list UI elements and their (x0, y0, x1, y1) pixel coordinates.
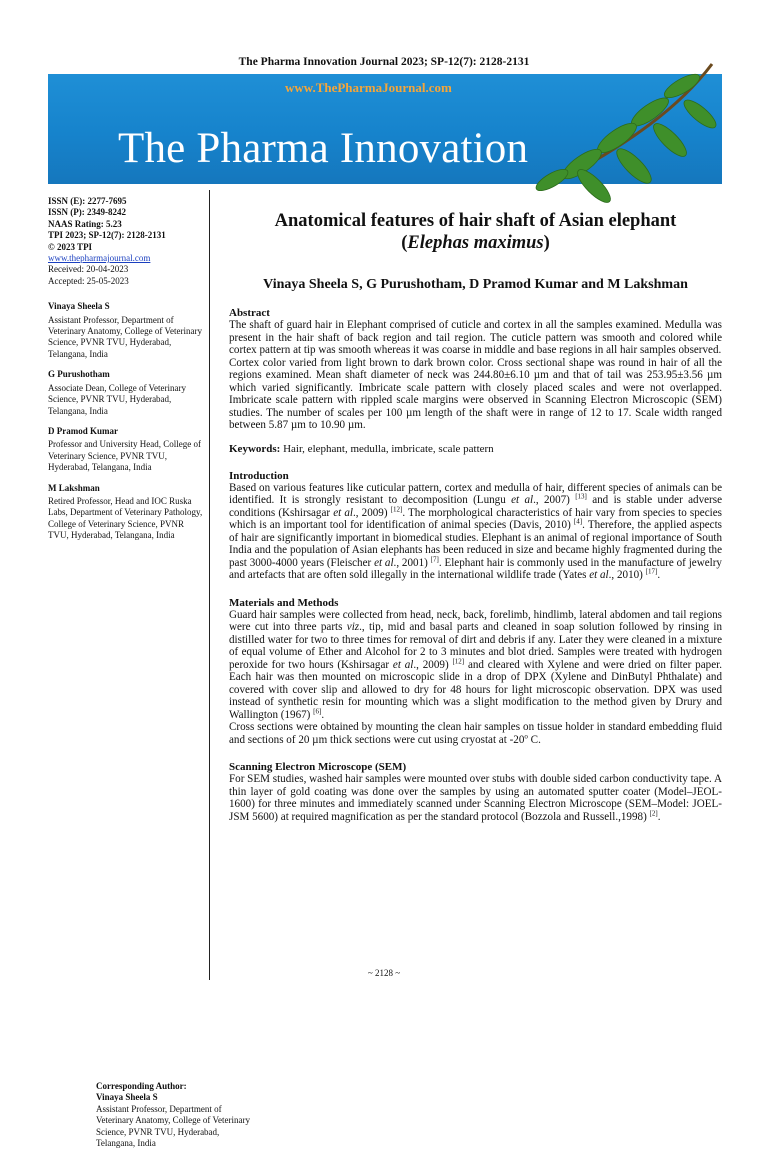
title-line-2 (229, 232, 722, 254)
sem-heading: Scanning Electron Microscope (SEM) (229, 761, 407, 773)
text-run: ., 2007) (533, 494, 576, 506)
corresponding-name: Vinaya Sheela S (96, 1092, 158, 1103)
tpi-citation: TPI 2023; SP-12(7): 2128-2131 (48, 230, 166, 241)
corresponding-affiliation: Assistant Professor, Department of Veterinary Anatomy, College of Veterinary Science, PVNR TVU, Hyderabad, Telangana, India (96, 1103, 250, 1149)
citation-ref[interactable]: [7] (430, 554, 439, 563)
issn-p: ISSN (P): 2349-8242 (48, 207, 126, 218)
title-species: Elephas maximus (407, 233, 544, 253)
text-run: ., 2001) (393, 556, 431, 569)
leaf-sprig-illustration (482, 74, 722, 184)
text-run: Based on various features like cuticular pattern, cortex and medulla of hair, different species of animals can be identified. It is strongly resistant to decomposition (Lungu (229, 481, 722, 506)
column-divider (209, 190, 210, 980)
text-run: . (321, 708, 325, 721)
page-number: ~ 2128 ~ (367, 968, 401, 978)
author-affiliation: Retired Professor, Head and IOC Ruska Labs, Department of Veterinary Pathology, College of Veterinary Science, PVNR TVU, Hyderabad, Telangana, India (48, 495, 203, 541)
article-body (229, 210, 722, 823)
sem-paragraph (229, 773, 722, 823)
text-run: . The morphological characteristics of hair vary from species to species which is an important tool for identification of animal species (Davis, 2010) (229, 506, 722, 531)
text-run: et al (374, 556, 394, 569)
introduction-paragraph (229, 482, 722, 582)
text-run: et al (333, 506, 353, 519)
author-block (48, 301, 206, 360)
citation-ref[interactable]: [12] (452, 656, 465, 665)
text-run: et al (511, 494, 534, 506)
received-date: Received: 20-04-2023 (48, 264, 129, 275)
author-affiliation: Professor and University Head, College of Veterinary Science, PVNR TVU, Hyderabad, Telangana, India (48, 439, 201, 473)
corresponding-label: Corresponding Author: (96, 1081, 187, 1091)
author-list: Vinaya Sheela S, G Purushotham, D Pramod Kumar and M Lakshman (263, 277, 688, 292)
citation-ref[interactable]: [13] (575, 492, 587, 501)
text-run: ., 2010) (608, 569, 646, 581)
text-run: C. (527, 733, 541, 746)
methods-heading: Materials and Methods (229, 596, 339, 609)
title-line-1: Anatomical features of hair shaft of Asian elephant (274, 211, 677, 231)
journal-website-link[interactable]: www.thepharmajournal.com (48, 253, 151, 264)
text-run: ., tip, mid and basal parts and cleaned in soap solution followed by rinsing in distilled water for two to three times for removal of dirt and debris if any. Later they were cleaned in a mixture of equal volume of Ether and Alcohol for 2 to 3 minutes and blot dried. Samples were treated with hydrogen peroxide for two hours (Kshirsagar (229, 621, 722, 671)
text-run: . (657, 810, 661, 823)
methods-paragraph (229, 721, 722, 746)
author-affiliation: Associate Dean, College of Veterinary Science, PVNR TVU, Hyderabad, Telangana, India (48, 382, 187, 416)
citation-ref[interactable]: [17] (645, 567, 658, 576)
text-run: et al (589, 569, 609, 581)
text-run: . Elephant hair is commonly used in the manufacture of jewelry and artefacts that are often sold illegally in the international wildlife trade (Yates (229, 556, 722, 581)
sidebar (48, 196, 206, 542)
journal-banner (48, 74, 722, 184)
abstract-heading: Abstract (229, 307, 270, 319)
text-run: Cross sections were obtained by mounting the clean hair samples on tissue holder in standard embedding fluid and sections of 20 µm thick sections were cut using cryostat at -20 (229, 721, 722, 746)
introduction-heading: Introduction (229, 469, 289, 482)
corresponding-author (96, 1081, 254, 1149)
author-name: G Purushotham (48, 369, 110, 380)
banner-url[interactable]: www.ThePharmaJournal.com (285, 80, 452, 95)
citation-ref[interactable]: [2] (649, 808, 658, 817)
author-block (48, 369, 206, 417)
author-name: Vinaya Sheela S (48, 301, 110, 312)
methods-paragraph (229, 609, 722, 722)
author-block (48, 483, 206, 542)
author-affiliation: Assistant Professor, Department of Veterinary Anatomy, College of Veterinary Science, PVNR TVU, Hyderabad, Telangana, India (48, 314, 202, 359)
journal-wordmark: The Pharma Innovation (118, 125, 529, 172)
text-run: . Therefore, the applied aspects of hair are significantly important in biomedical studies. Elephant is an animal of regional importance of South India and the population of Asian elephants has been reduced in size and became highly fragmented during the past 3000-4000 years (Fleischer (229, 519, 722, 569)
naas-rating: NAAS Rating: 5.23 (48, 218, 122, 229)
journal-meta (48, 196, 206, 287)
author-name: D Pramod Kumar (48, 425, 118, 436)
title-paren-close: ) (543, 233, 550, 253)
text-run: ., 2009) (413, 658, 453, 671)
keywords-list: Hair, elephant, medulla, imbricate, scale pattern (283, 442, 494, 455)
text-run: viz (346, 621, 360, 633)
issn-e: ISSN (E): 2277-7695 (48, 196, 127, 206)
abstract-paragraph: The shaft of guard hair in Elephant comprised of cuticle and cortex in all the samples examined. Medulla was present in the hair shaft of back region and tail region. The cuticle pattern was smooth and colored while cortex pattern at tip was smooth whereas it was coarse in middle and base regions in all hair samples observed. (229, 319, 722, 356)
accepted-date: Accepted: 25-05-2023 (48, 275, 129, 286)
text-run: For SEM studies, washed hair samples were mounted over stubs with double sided carbon conductivity tape. A thin layer of gold coating was done over the samples by using an automated sputter coater (Model–JEOL-1600) for three minutes and immediately scanned under Scanning Electron Microscope (SEM–Model: JOEL-JSM 5600) at required magnification as per the standard protocol (Bozzola and Russell.,1998) (229, 773, 722, 823)
article-title (229, 210, 722, 254)
citation-ref[interactable]: [12] (390, 504, 403, 513)
degree-mark: o (524, 731, 528, 740)
abstract-paragraph: Cortex color varied from light brown to dark brown color. Cross sectional shape was round in hair of all the regions examined. Mean shaft diameter of neck was 244.80±6.10 µm and that of tail was 253.95±3.56 µm which varied significantly. Imbricate scale pattern with closely placed scales and were not overlapped. Imbricate scale pattern with rippled scale margins were observed in Scanning Electron Microscopic (SEM) studies. The number of scales per 100 µm length of the shaft were in range of 12 to 17. Scale width ranged between 5.87 µm to 10.90 µm. (229, 356, 722, 431)
keywords (229, 443, 722, 455)
text-run: and is stable under adverse conditions (Kshirsagar (229, 494, 722, 519)
author-block (48, 426, 206, 474)
text-run: Guard hair samples were collected from head, neck, back, forelimb, hindlimb, lateral abdomen and tail regions were cut into three parts (229, 608, 722, 633)
citation-ref[interactable]: [4] (573, 517, 583, 526)
copyright: © 2023 TPI (48, 241, 93, 252)
text-run: et al (392, 658, 414, 671)
author-name: M Lakshman (48, 482, 100, 493)
citation-ref[interactable]: [6] (313, 706, 322, 715)
text-run: . (657, 569, 661, 581)
keywords-label: Keywords: (229, 442, 281, 455)
text-run: and cleared with Xylene and were dried on filter paper. Each hair was then mounted on microscopic slide in a drop of DPX (Xylene and DinButyl Phthalate) and covered with cover slip and allowed to dry for 48 hours for light microscopic observation. DPX was used instead of synthetic resin for mounting which was a slight modification to the method given by Drury and Wallington (1967) (229, 658, 722, 721)
text-run: ., 2009) (352, 506, 391, 519)
running-head: The Pharma Innovation Journal 2023; SP-12(7): 2128-2131 (238, 56, 530, 68)
title-paren-open: ( (401, 233, 408, 253)
